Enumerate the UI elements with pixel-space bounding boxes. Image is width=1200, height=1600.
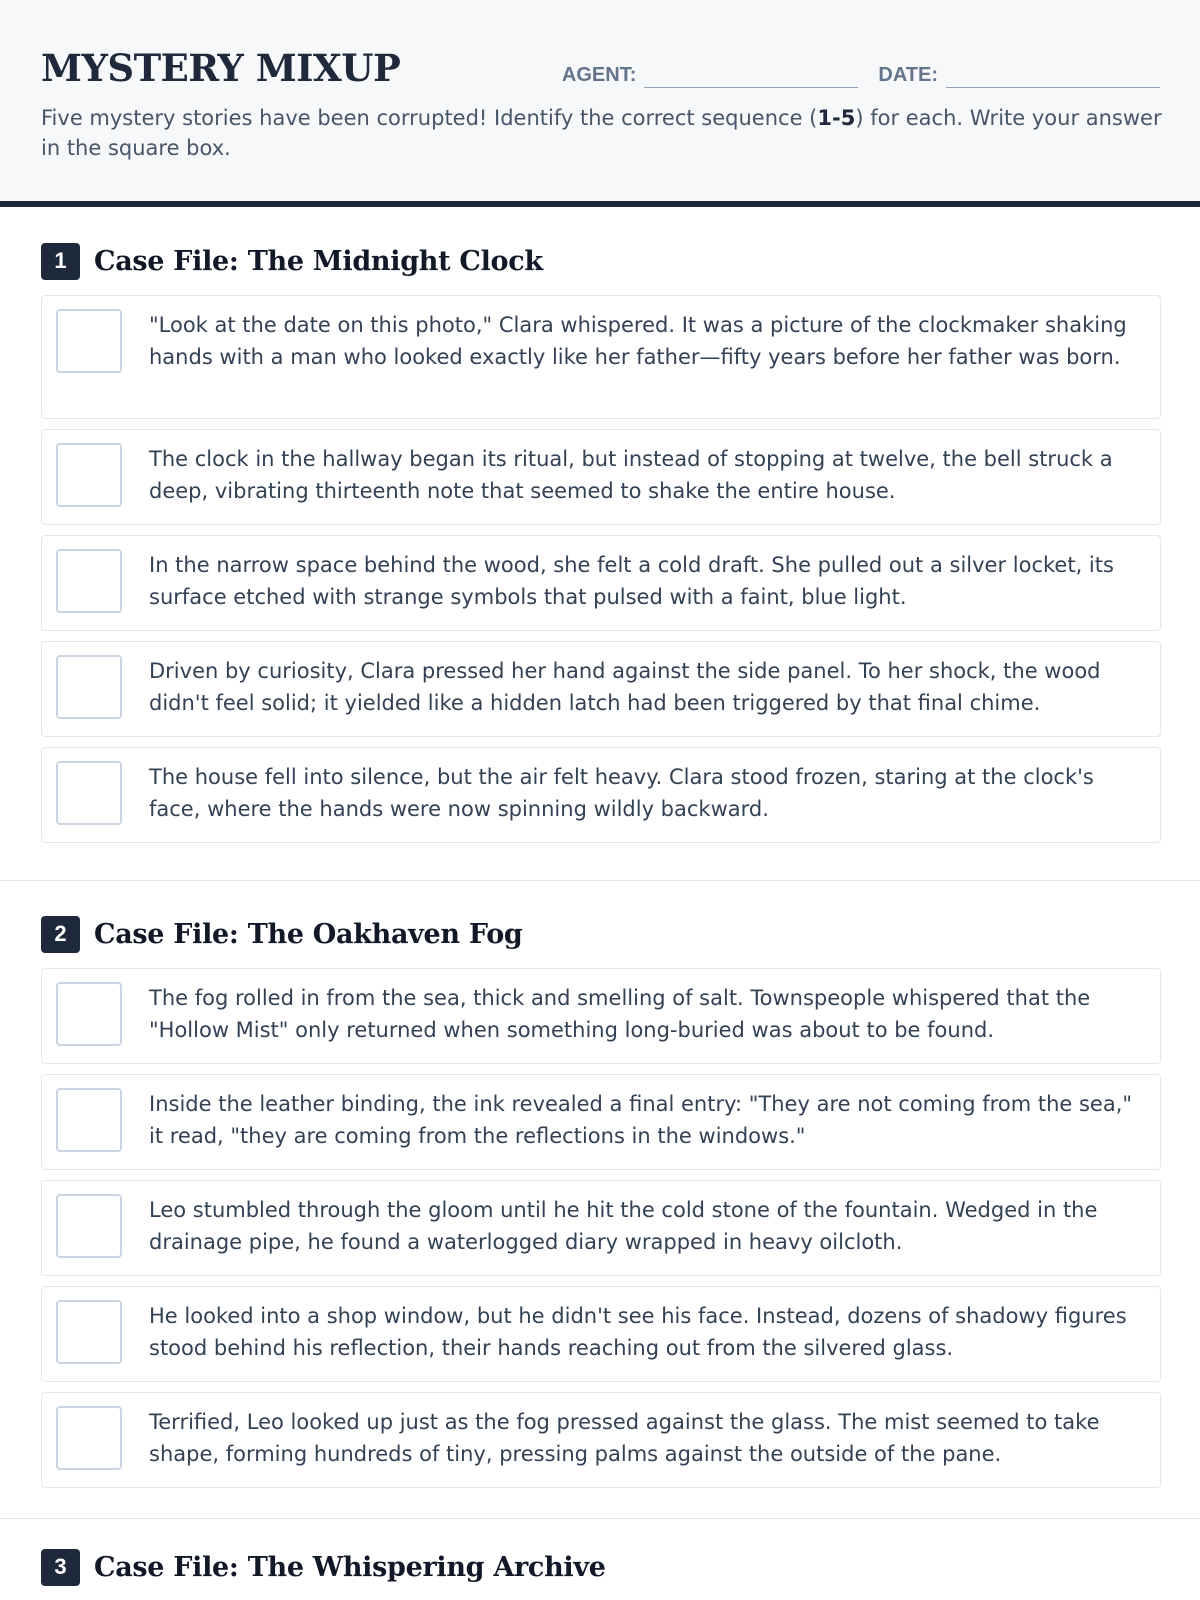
case-heading: [41, 914, 1160, 954]
story-card: [41, 1074, 1161, 1170]
story-card: [41, 747, 1161, 843]
answer-box[interactable]: [56, 443, 122, 507]
story-card: [41, 1180, 1161, 1276]
answer-box[interactable]: [56, 1088, 122, 1152]
passage-text: He looked into a shop window, but he didn't see his face. Instead, dozens of shadowy figures stood behind his reflection, their hands reaching out from the silvered glass.: [149, 1304, 1127, 1360]
case-number-badge: 2: [41, 916, 80, 953]
case-heading: [41, 241, 1160, 281]
passage-text: Inside the leather binding, the ink revealed a final entry: "They are not coming from the sea," it read, "they are coming from the reflections in the windows.": [149, 1092, 1133, 1148]
answer-box[interactable]: [56, 1406, 122, 1470]
story-card: [41, 641, 1161, 737]
story-card: [41, 429, 1161, 525]
instructions-range: 1-5: [817, 106, 856, 130]
date-field: [878, 58, 1160, 92]
answer-box[interactable]: [56, 549, 122, 613]
case-section-2: [0, 880, 1200, 1518]
story-card: [41, 535, 1161, 631]
case-section-1: [0, 207, 1200, 880]
story-card: [41, 1286, 1161, 1382]
answer-box[interactable]: [56, 309, 122, 373]
date-blank[interactable]: [946, 58, 1160, 88]
story-card: [41, 295, 1161, 419]
answer-box[interactable]: [56, 982, 122, 1046]
answer-box[interactable]: [56, 1300, 122, 1364]
case-title: Case File: The Midnight Clock: [94, 245, 543, 277]
passage-text: The house fell into silence, but the air felt heavy. Clara stood frozen, staring at the clock's face, where the hands were now spinning wildly backward.: [149, 765, 1094, 821]
worksheet-title: MYSTERY MIXUP: [41, 46, 401, 90]
passage-text: In the narrow space behind the wood, she felt a cold draft. She pulled out a silver locket, its surface etched with strange symbols that pulsed with a faint, blue light.: [149, 553, 1114, 609]
case-title: Case File: The Oakhaven Fog: [94, 918, 523, 950]
case-number-badge: 3: [41, 1549, 80, 1586]
case-heading: [41, 1547, 1160, 1587]
passage-text: Leo stumbled through the gloom until he hit the cold stone of the fountain. Wedged in the drainage pipe, he found a waterlogged diary wrapped in heavy oilcloth.: [149, 1198, 1098, 1254]
passage-text: "Look at the date on this photo," Clara whispered. It was a picture of the clockmaker shaking hands with a man who looked exactly like her father—fifty years before her father was born.: [149, 313, 1127, 369]
passage-text: The fog rolled in from the sea, thick and smelling of salt. Townspeople whispered that the "Hollow Mist" only returned when something long-buried was about to be found.: [149, 986, 1091, 1042]
header-row: [41, 44, 1160, 92]
instructions: [41, 103, 1171, 163]
passage-text: Driven by curiosity, Clara pressed her hand against the side panel. To her shock, the wood didn't feel solid; it yielded like a hidden latch had been triggered by that final chime.: [149, 659, 1101, 715]
passage-text: The clock in the hallway began its ritual, but instead of stopping at twelve, the bell struck a deep, vibrating thirteenth note that seemed to shake the entire house.: [149, 447, 1113, 503]
story-card: [41, 1392, 1161, 1488]
answer-box[interactable]: [56, 761, 122, 825]
agent-field: [562, 58, 878, 92]
instructions-text-end: ) for each. Write your answer in the square box.: [41, 106, 1162, 160]
agent-label: AGENT:: [561, 64, 637, 86]
story-card: [41, 968, 1161, 1064]
instructions-text-start: Five mystery stories have been corrupted! Identify the correct sequence (: [41, 106, 818, 130]
answer-box[interactable]: [56, 655, 122, 719]
case-title: Case File: The Whispering Archive: [94, 1551, 606, 1583]
passage-text: Terrified, Leo looked up just as the fog pressed against the glass. The mist seemed to take shape, forming hundreds of tiny, pressing palms against the outside of the pane.: [149, 1410, 1100, 1466]
worksheet-header: [0, 0, 1200, 207]
case-section-3: [0, 1518, 1200, 1587]
date-label: DATE:: [878, 64, 938, 86]
agent-blank[interactable]: [644, 58, 858, 88]
case-number-badge: 1: [41, 243, 80, 280]
answer-box[interactable]: [56, 1194, 122, 1258]
